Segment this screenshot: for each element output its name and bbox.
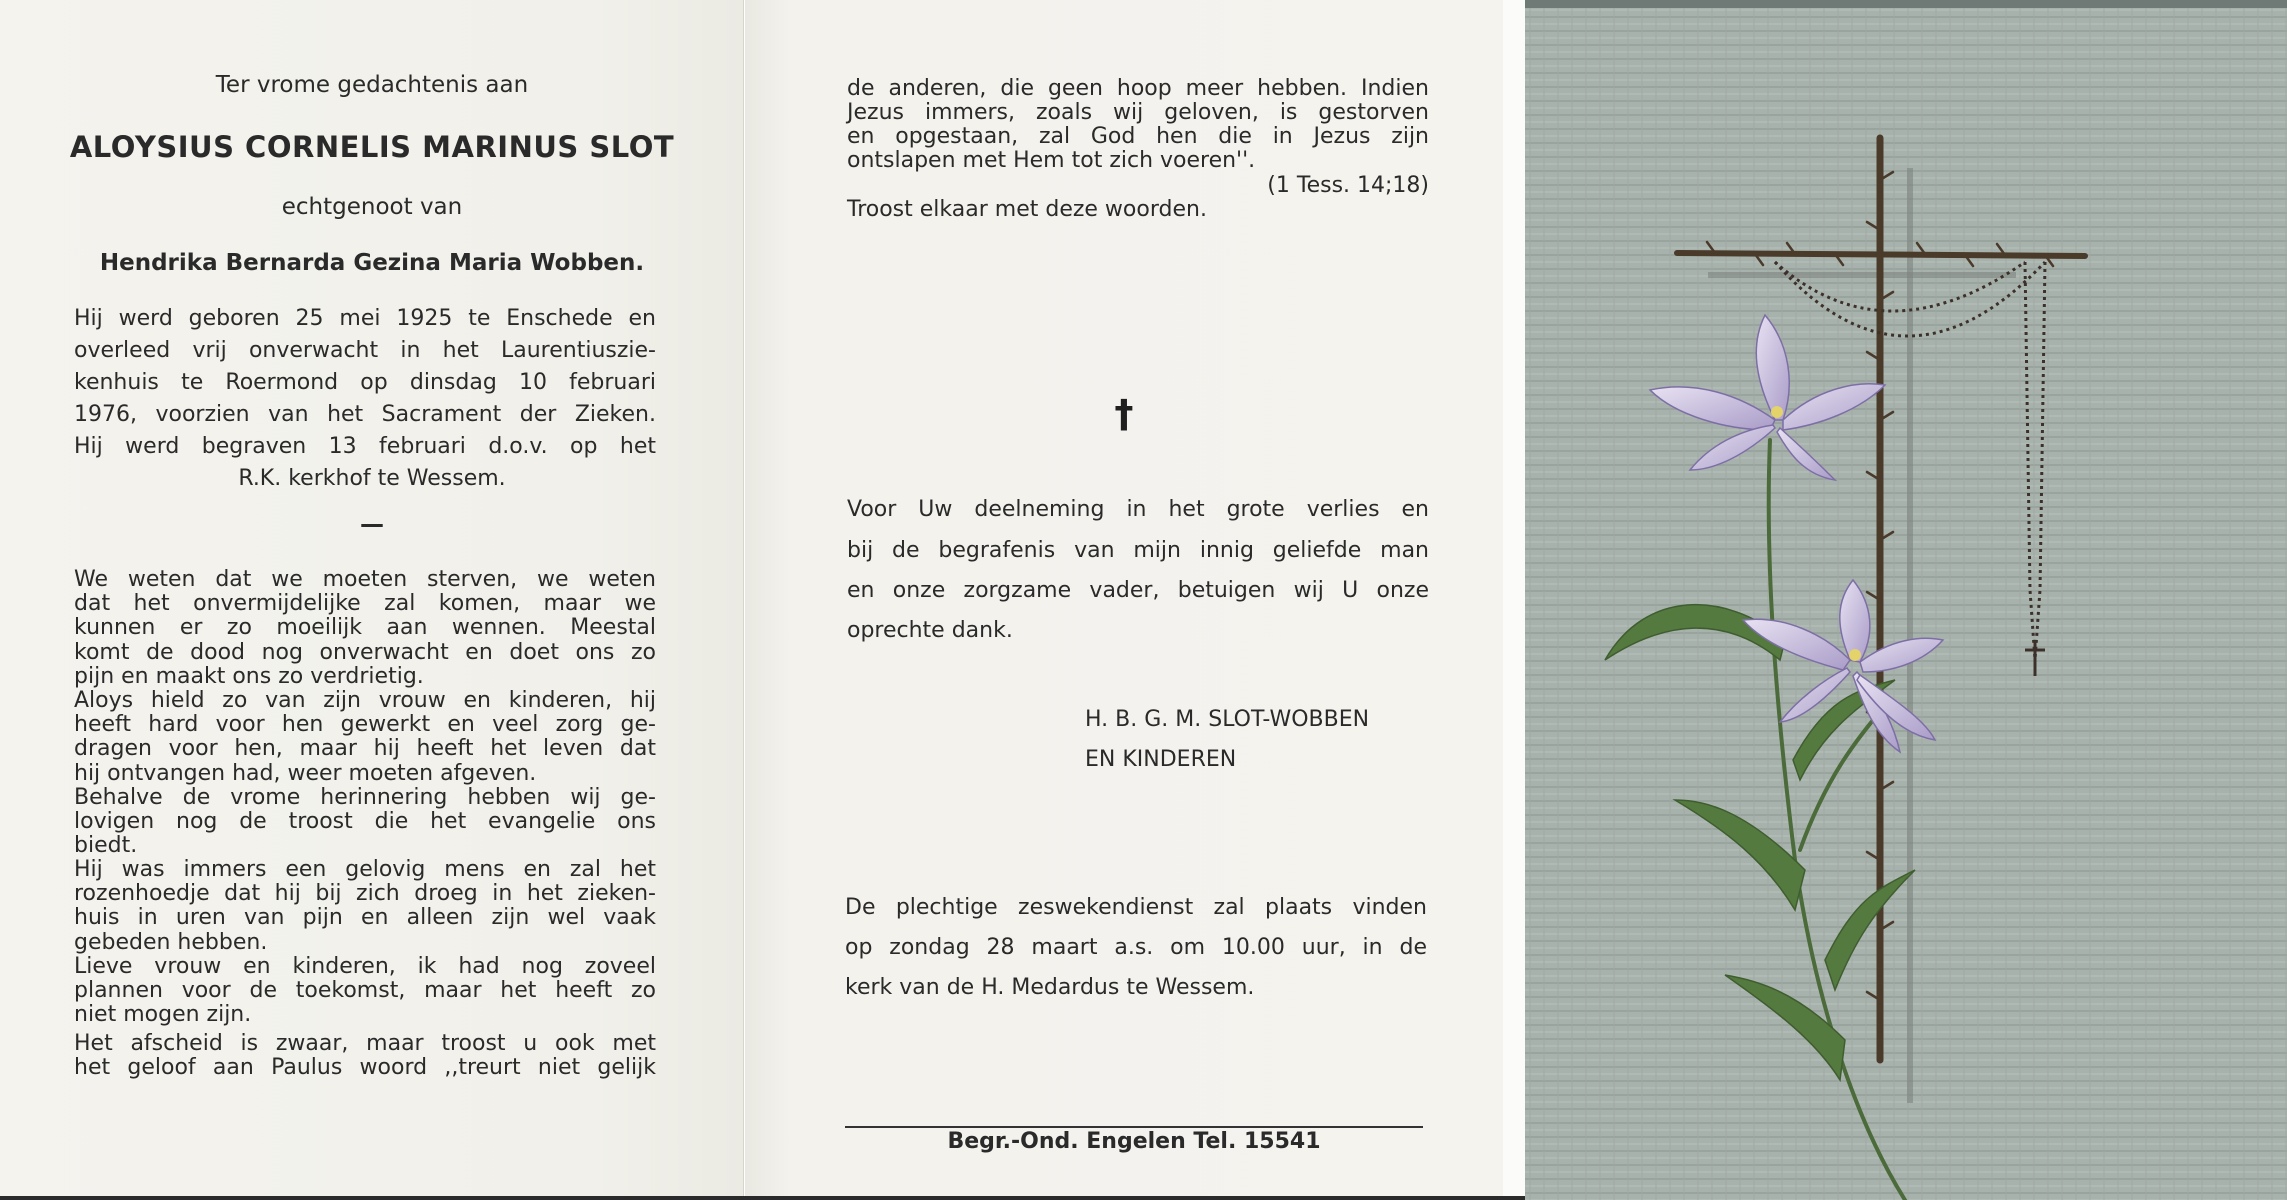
- memorial-intro: Ter vrome gedachtenis aan: [215, 72, 529, 98]
- service-line: op zondag 28 maart a.s. om 10.00 uur, in de: [845, 935, 1427, 960]
- bio-line: Hij werd begraven 13 februari d.o.v. op het: [74, 434, 656, 459]
- text-line: hij ontvangen had, weer moeten afgeven.: [74, 761, 537, 786]
- signature-family: EN KINDEREN: [1085, 747, 1237, 772]
- text-line: Aloys hield zo van zijn vrouw en kinderen, hij: [74, 688, 656, 713]
- text-line: Lieve vrouw en kinderen, ik had nog zoveel: [74, 954, 656, 979]
- signature-name: H. B. G. M. SLOT-WOBBEN: [1085, 707, 1370, 732]
- text-line: heeft hard voor hen gewerkt en veel zorg ge-: [74, 712, 656, 737]
- text-line: plannen voor de toekomst, maar het heeft zo: [74, 978, 656, 1003]
- quote-line: ontslapen met Hem tot zich voeren''.: [847, 148, 1256, 173]
- deceased-name: ALOYSIUS CORNELIS MARINUS SLOT: [69, 130, 675, 164]
- gutter: [1503, 0, 1525, 1200]
- canvas-background: [1525, 0, 2287, 1200]
- text-line: Behalve de vrome herinnering hebben wij ge-: [74, 785, 656, 810]
- text-line: komt de dood nog onverwacht en doet ons zo: [74, 640, 656, 665]
- card-illustration: [1525, 0, 2287, 1200]
- service-line: kerk van de H. Medardus te Wessem.: [845, 975, 1255, 1000]
- spouse-name: Hendrika Bernarda Gezina Maria Wobben.: [99, 250, 645, 276]
- quote-line: de anderen, die geen hoop meer hebben. Indien: [847, 76, 1429, 101]
- text-line: het geloof aan Paulus woord ,,treurt niet gelijk: [74, 1055, 656, 1080]
- spouse-intro: echtgenoot van: [281, 194, 463, 220]
- text-line: pijn en maakt ons zo verdrietig.: [74, 664, 424, 689]
- text-line: We weten dat we moeten sterven, we weten: [74, 567, 656, 592]
- bio-line: 1976, voorzien van het Sacrament der Zieken.: [74, 402, 656, 427]
- service-line: De plechtige zeswekendienst zal plaats vinden: [845, 895, 1427, 920]
- divider-dash: —: [360, 510, 384, 538]
- thanks-line: oprechte dank.: [847, 618, 1013, 643]
- bio-line: R.K. kerkhof te Wessem.: [238, 466, 506, 491]
- cross-lily-illustration: [1525, 0, 2287, 1200]
- thanks-line: bij de begrafenis van mijn innig geliefde man: [847, 538, 1429, 563]
- card-left-panel: [0, 0, 744, 1196]
- bio-line: kenhuis te Roermond op dinsdag 10 februari: [74, 370, 656, 395]
- comfort-line: Troost elkaar met deze woorden.: [847, 197, 1207, 222]
- undertaker-line: Begr.-Ond. Engelen Tel. 15541: [947, 1129, 1321, 1154]
- scan-edge: [0, 1196, 1525, 1200]
- quote-line: en opgestaan, zal God hen die in Jezus zijn: [847, 124, 1429, 149]
- quote-line: Jezus immers, zoals wij geloven, is gestorven: [847, 100, 1429, 125]
- bio-line: Hij werd geboren 25 mei 1925 te Enschede en: [74, 306, 656, 331]
- text-line: Het afscheid is zwaar, maar troost u ook met: [74, 1031, 656, 1056]
- cross-icon: †: [1114, 392, 1134, 436]
- text-line: biedt.: [74, 833, 138, 858]
- text-line: rozenhoedje dat hij bij zich droeg in het zieken-: [74, 881, 656, 906]
- footer-rule: [845, 1126, 1423, 1128]
- text-line: gebeden hebben.: [74, 930, 268, 955]
- thanks-line: Voor Uw deelneming in het grote verlies en: [847, 497, 1429, 522]
- scripture-reference: (1 Tess. 14;18): [1267, 173, 1429, 198]
- bio-line: overleed vrij onverwacht in het Laurentiuszie-: [74, 338, 656, 363]
- text-line: lovigen nog de troost die het evangelie ons: [74, 809, 656, 834]
- text-line: kunnen er zo moeilijk aan wennen. Meestal: [74, 615, 656, 640]
- card-middle-panel: [745, 0, 1503, 1196]
- text-line: niet mogen zijn.: [74, 1002, 252, 1027]
- text-line: dragen voor hen, maar hij heeft het leven dat: [74, 736, 656, 761]
- thanks-line: en onze zorgzame vader, betuigen wij U onze: [847, 578, 1429, 603]
- text-line: dat het onvermijdelijke zal komen, maar we: [74, 591, 656, 616]
- text-line: Hij was immers een gelovig mens en zal het: [74, 857, 656, 882]
- text-line: huis in uren van pijn en alleen zijn wel vaak: [74, 905, 656, 930]
